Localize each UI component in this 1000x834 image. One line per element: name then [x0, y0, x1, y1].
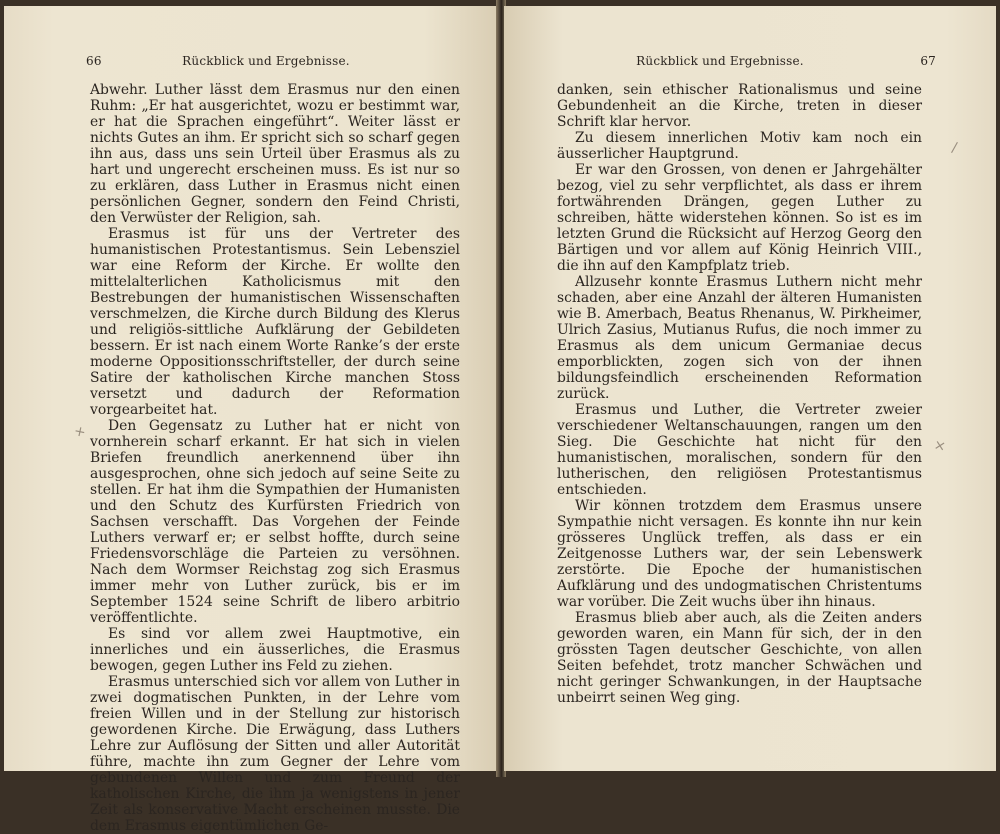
right-body-text — [557, 82, 922, 706]
right-paragraph-3: Er war den Grossen, von denen er Jahrgehälter bezog, viel zu sehr verpflichtet, als dass er ihrem fortwährenden Drängen, gegen Luther zu schreiben, hätte widerstehen können. So ist es im letzten Grund die Rücksicht auf Herzog Georg den Bärtigen und vor allem auf König Heinrich VIII., die ihn auf den Kampfplatz trieb. — [557, 162, 922, 274]
right-page — [504, 6, 996, 771]
right-running-head — [504, 54, 996, 72]
right-running-title: Rückblick und Ergebnisse. — [636, 54, 804, 68]
left-page-number: 66 — [86, 54, 102, 68]
right-paragraph-2: Zu diesem innerlichen Motiv kam noch ein äusserlicher Hauptgrund. — [557, 130, 922, 162]
right-page-number: 67 — [920, 54, 936, 68]
left-paragraph-5: Erasmus unterschied sich vor allem von Luther in zwei dogmatischen Punkten, in der Lehre vom freien Willen und in der Stellung zur historisch gewordenen Kirche. Die Erwägung, dass Luthers Lehre zur Auflösung der Sitten und aller Autorität führe, machte ihn zum Gegner der Lehre vom gebundenen Willen und zum Freund der katholischen Kirche, die ihm ja wenigstens in jener Zeit als konservative Macht erscheinen musste. Die dem Erasmus eigentümlichen Ge- — [90, 674, 460, 834]
right-paragraph-5: Erasmus und Luther, die Vertreter zweier verschiedener Weltanschauungen, rangen um den Sieg. Die Geschichte hat nicht für den humanistischen, moralischen, sondern für den lutherischen, den religiösen Protestantismus entschieden. — [557, 402, 922, 498]
right-paragraph-7: Erasmus blieb aber auch, als die Zeiten anders geworden waren, ein Mann für sich, der in den grössten Tagen deutscher Geschichte, von allen Seiten befehdet, trotz mancher Schwächen und nicht geringer Schwankungen, in der Hauptsache unbeirrt seinen Weg ging. — [557, 610, 922, 706]
right-paragraph-1: danken, sein ethischer Rationalismus und seine Gebundenheit an die Kirche, treten in dieser Schrift klar hervor. — [557, 82, 922, 130]
left-running-title: Rückblick und Ergebnisse. — [182, 54, 350, 68]
pencil-tick-mark-icon: / — [950, 139, 959, 157]
left-paragraph-1: Abwehr. Luther lässt dem Erasmus nur den einen Ruhm: „Er hat ausgerichtet, wozu er bestimmt war, er hat die Sprachen eingeführt“. Weiter lässt er nichts Gutes an ihm. Er spricht sich so scharf gegen ihn aus, dass uns sein Urteil über Erasmus als zu hart und ungerecht erscheinen muss. Es ist nur so zu erklären, dass Luther in Erasmus nicht einen persönlichen Gegner, sondern den Feind Christi, den Verwüster der Religion, sah. — [90, 82, 460, 226]
pencil-x-mark-icon: × — [932, 436, 948, 456]
left-body-text — [90, 82, 460, 834]
left-running-head — [4, 54, 498, 72]
left-paragraph-4: Es sind vor allem zwei Hauptmotive, ein innerliches und ein äusserliches, die Erasmus bewogen, gegen Luther ins Feld zu ziehen. — [90, 626, 460, 674]
left-paragraph-2: Erasmus ist für uns der Vertreter des humanistischen Protestantismus. Sein Lebensziel war eine Reform der Kirche. Er wollte den mittelalterlichen Katholicismus mit den Bestrebungen der humanistischen Wissenschaften verschmelzen, die Kirche durch Bildung des Klerus und religiös-sittliche Aufklärung der Gebildeten bessern. Er ist nach einem Worte Ranke’s der erste moderne Oppositionsschriftsteller, der durch seine Satire der katholischen Kirche manchen Stoss versetzt und dadurch der Reformation vorgearbeitet hat. — [90, 226, 460, 418]
left-page — [4, 6, 498, 834]
right-paragraph-4: Allzusehr konnte Erasmus Luthern nicht mehr schaden, aber eine Anzahl der älteren Humanisten wie B. Amerbach, Beatus Rhenanus, W. Pirkheimer, Ulrich Zasius, Mutianus Rufus, die noch immer zu Erasmus als dem unicum Germaniae decus emporblickten, zogen sich von der ihnen bildungsfeindlich erscheinenden Reformation zurück. — [557, 274, 922, 402]
right-paragraph-6: Wir können trotzdem dem Erasmus unsere Sympathie nicht versagen. Es konnte ihn nur kein grösseres Unglück treffen, als dass er ein Zeitgenosse Luthers war, der sein Lebenswerk zerstörte. Die Epoche der humanistischen Aufklärung und des undogmatischen Christentums war vorüber. Die Zeit wuchs über ihn hinaus. — [557, 498, 922, 610]
left-paragraph-3: Den Gegensatz zu Luther hat er nicht von vornherein scharf erkannt. Er hat sich in vielen Briefen freundlich anerkennend über ihn ausgesprochen, ohne sich jedoch auf seine Seite zu stellen. Er hat ihm die Sympathien der Humanisten und den Schutz des Kurfürsten Friedrich von Sachsen verschafft. Das Vorgehen der Feinde Luthers verwarf er; er selbst hoffte, durch seine Friedensvorschläge die Parteien zu versöhnen. Nach dem Wormser Reichstag zog sich Erasmus immer mehr von Luther zurück, bis er im September 1524 seine Schrift de libero arbitrio veröffentlichte. — [90, 418, 460, 626]
pencil-cross-mark-icon: + — [72, 422, 88, 442]
